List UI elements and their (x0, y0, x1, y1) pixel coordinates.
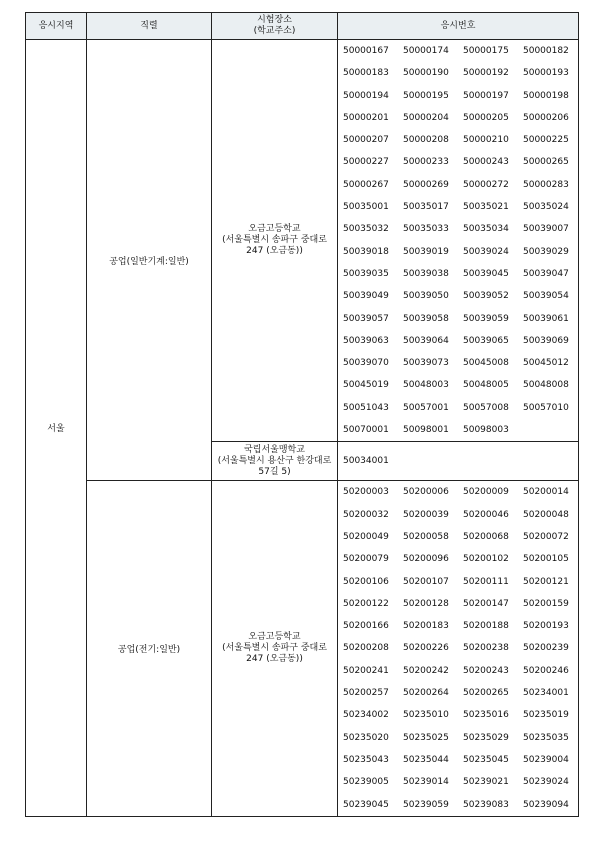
header-region: 응시지역 (26, 13, 87, 40)
number-row (343, 174, 578, 196)
exam-number: 50000182 (523, 46, 569, 56)
exam-number: 50035021 (463, 202, 509, 213)
exam-number: 50000206 (523, 112, 569, 123)
exam-number: 50200032 (343, 509, 389, 520)
exam-number: 50000194 (343, 90, 389, 101)
exam-number: 50045008 (463, 358, 509, 369)
number-cell (338, 481, 579, 816)
table-row (26, 40, 579, 442)
exam-number: 50000175 (463, 46, 509, 56)
number-row (343, 218, 578, 240)
header-number: 응시번호 (338, 13, 579, 40)
exam-number: 50039049 (343, 291, 389, 302)
exam-number: 50039047 (523, 268, 569, 279)
exam-number: 50239005 (343, 777, 389, 788)
exam-number: 50039065 (463, 335, 509, 346)
exam-roster-table (25, 12, 579, 817)
number-row (343, 40, 578, 62)
exam-number: 50035033 (403, 224, 449, 235)
header-site-line1: 시험장소 (257, 15, 292, 25)
exam-number: 50200241 (343, 665, 389, 676)
number-row (343, 749, 578, 771)
number-row (343, 196, 578, 218)
exam-number: 50000208 (403, 135, 449, 146)
exam-number: 50098001 (403, 425, 449, 436)
exam-number: 50200111 (463, 576, 509, 587)
exam-number: 50039073 (403, 358, 449, 369)
exam-number: 50000183 (343, 68, 389, 79)
exam-number: 50039058 (403, 313, 449, 324)
header-job: 직렬 (87, 13, 212, 40)
exam-number: 50200079 (343, 554, 389, 565)
number-row (343, 352, 578, 374)
exam-number: 50200049 (343, 531, 389, 542)
exam-number: 50039029 (523, 246, 569, 257)
exam-number: 50000233 (403, 157, 449, 168)
number-row (343, 637, 578, 659)
exam-number: 50039069 (523, 335, 569, 346)
exam-number: 50000227 (343, 157, 389, 168)
exam-number: 50200243 (463, 665, 509, 676)
exam-number: 50039057 (343, 313, 389, 324)
number-row (343, 62, 578, 84)
exam-number: 50039007 (523, 224, 569, 235)
job-cell: 공업(전기:일반) (87, 481, 212, 816)
header-site-line2: (학교주소) (253, 26, 296, 36)
exam-number: 50000283 (523, 179, 569, 190)
exam-number: 50200121 (523, 576, 569, 587)
exam-number: 50000198 (523, 90, 569, 101)
exam-number: 50039064 (403, 335, 449, 346)
site-address: (서울특별시 송파구 중대로 247 (오금동)) (222, 235, 327, 257)
number-row (343, 263, 578, 285)
exam-number: 50000204 (403, 112, 449, 123)
exam-number: 50034001 (343, 456, 389, 467)
exam-number: 50235025 (403, 732, 449, 743)
exam-number: 50098003 (463, 425, 509, 436)
header-site (212, 13, 338, 40)
site-address: (서울특별시 용산구 한강대로57길 5) (217, 455, 332, 477)
exam-number: 50200039 (403, 509, 449, 520)
exam-number: 50235020 (343, 732, 389, 743)
exam-number: 50000190 (403, 68, 449, 79)
exam-number: 50239014 (403, 777, 449, 788)
exam-number: 50200106 (343, 576, 389, 587)
site-cell (212, 442, 338, 481)
exam-number: 50039019 (403, 246, 449, 257)
exam-number: 50057010 (523, 402, 569, 413)
exam-number: 50000265 (523, 157, 569, 168)
exam-number: 50200107 (403, 576, 449, 587)
exam-number: 50235029 (463, 732, 509, 743)
number-row (343, 504, 578, 526)
exam-number: 50000210 (463, 135, 509, 146)
number-row (343, 794, 578, 816)
number-row (343, 241, 578, 263)
exam-number: 50235035 (523, 732, 569, 743)
exam-number: 50051043 (343, 402, 389, 413)
exam-number: 50200246 (523, 665, 569, 676)
exam-number: 50239045 (343, 799, 389, 810)
exam-number: 50035001 (343, 202, 389, 213)
exam-number: 50200003 (343, 487, 389, 498)
exam-number: 50235045 (463, 754, 509, 765)
exam-number: 50039050 (403, 291, 449, 302)
exam-number: 50000167 (343, 46, 389, 56)
exam-number: 50200048 (523, 509, 569, 520)
exam-number: 50039059 (463, 313, 509, 324)
exam-number: 50235010 (403, 710, 449, 721)
exam-number: 50000267 (343, 179, 389, 190)
exam-number: 50235044 (403, 754, 449, 765)
exam-number: 50200264 (403, 688, 449, 699)
exam-number: 50070001 (343, 425, 389, 436)
site-cell (212, 40, 338, 442)
exam-number: 50048008 (523, 380, 569, 391)
exam-number: 50200068 (463, 531, 509, 542)
number-row (343, 285, 578, 307)
exam-number: 50045012 (523, 358, 569, 369)
exam-number: 50234001 (523, 688, 569, 699)
exam-number: 50035024 (523, 202, 569, 213)
region-cell: 서울 (26, 40, 87, 817)
exam-number: 50235016 (463, 710, 509, 721)
number-row (343, 397, 578, 419)
exam-number: 50200128 (403, 598, 449, 609)
number-row (343, 129, 578, 151)
exam-number: 50048003 (403, 380, 449, 391)
exam-number: 50200188 (463, 621, 509, 632)
exam-number: 50200122 (343, 598, 389, 609)
exam-number: 50200102 (463, 554, 509, 565)
exam-number: 50000243 (463, 157, 509, 168)
exam-number: 50200014 (523, 487, 569, 498)
exam-number: 50234002 (343, 710, 389, 721)
exam-number: 50200006 (403, 487, 449, 498)
exam-number: 50200193 (523, 621, 569, 632)
exam-number: 50000193 (523, 68, 569, 79)
exam-number: 50239083 (463, 799, 509, 810)
exam-number: 50200242 (403, 665, 449, 676)
exam-number: 50000192 (463, 68, 509, 79)
exam-number: 50035017 (403, 202, 449, 213)
site-name: 국립서울맹학교 (244, 444, 305, 455)
exam-number: 50200058 (403, 531, 449, 542)
number-row (343, 419, 578, 441)
number-row (343, 85, 578, 107)
exam-number: 50057001 (403, 402, 449, 413)
exam-number: 50048005 (463, 380, 509, 391)
exam-number: 50000197 (463, 90, 509, 101)
table-row (26, 481, 579, 816)
exam-number: 50200208 (343, 643, 389, 654)
exam-number: 50235043 (343, 754, 389, 765)
exam-number: 50057008 (463, 402, 509, 413)
exam-number: 50239024 (523, 777, 569, 788)
site-address: (서울특별시 송파구 중대로 247 (오금동)) (222, 643, 327, 665)
exam-number: 50200238 (463, 643, 509, 654)
number-row (343, 660, 578, 682)
exam-number: 50039035 (343, 268, 389, 279)
number-row (343, 704, 578, 726)
site-name: 오금고등학교 (248, 224, 301, 235)
number-row (343, 771, 578, 793)
exam-number: 50200009 (463, 487, 509, 498)
exam-number: 50000269 (403, 179, 449, 190)
exam-number: 50045019 (343, 380, 389, 391)
exam-number: 50200265 (463, 688, 509, 699)
exam-number: 50200183 (403, 621, 449, 632)
exam-number: 50239021 (463, 777, 509, 788)
exam-number: 50200096 (403, 554, 449, 565)
number-cell (338, 40, 579, 442)
number-row (343, 308, 578, 330)
site-cell (212, 481, 338, 816)
exam-number: 50039018 (343, 246, 389, 257)
number-row (343, 727, 578, 749)
exam-number: 50035034 (463, 224, 509, 235)
exam-number: 50200105 (523, 554, 569, 565)
exam-number: 50200239 (523, 643, 569, 654)
number-row (343, 526, 578, 548)
exam-number: 50039024 (463, 246, 509, 257)
exam-roster-sheet (25, 12, 578, 817)
exam-number: 50039061 (523, 313, 569, 324)
exam-number: 50200226 (403, 643, 449, 654)
exam-number: 50039045 (463, 268, 509, 279)
number-row (343, 481, 578, 503)
exam-number: 50200257 (343, 688, 389, 699)
exam-number: 50039054 (523, 291, 569, 302)
number-row (343, 374, 578, 396)
exam-number: 50039038 (403, 268, 449, 279)
exam-number: 50000205 (463, 112, 509, 123)
job-cell: 공업(일반기계:일반) (87, 40, 212, 481)
exam-number: 50239094 (523, 799, 569, 810)
exam-number: 50200159 (523, 598, 569, 609)
number-row (343, 548, 578, 570)
site-name: 오금고등학교 (248, 632, 301, 643)
exam-number: 50000174 (403, 46, 449, 56)
exam-number: 50239059 (403, 799, 449, 810)
table-header-row (26, 13, 579, 40)
number-row (343, 593, 578, 615)
exam-number: 50000195 (403, 90, 449, 101)
exam-number: 50035032 (343, 224, 389, 235)
exam-number: 50039070 (343, 358, 389, 369)
number-row (343, 107, 578, 129)
exam-number: 50000225 (523, 135, 569, 146)
number-row (343, 682, 578, 704)
number-row (343, 615, 578, 637)
exam-number: 50200046 (463, 509, 509, 520)
exam-number: 50039063 (343, 335, 389, 346)
exam-number: 50239004 (523, 754, 569, 765)
exam-number: 50039052 (463, 291, 509, 302)
exam-number: 50000201 (343, 112, 389, 123)
number-row (343, 330, 578, 352)
number-row (343, 151, 578, 173)
exam-number: 50200147 (463, 598, 509, 609)
exam-number: 50200166 (343, 621, 389, 632)
exam-number: 50200072 (523, 531, 569, 542)
exam-number: 50000207 (343, 135, 389, 146)
number-cell (338, 442, 579, 481)
exam-number: 50000272 (463, 179, 509, 190)
number-row (343, 571, 578, 593)
exam-number: 50235019 (523, 710, 569, 721)
